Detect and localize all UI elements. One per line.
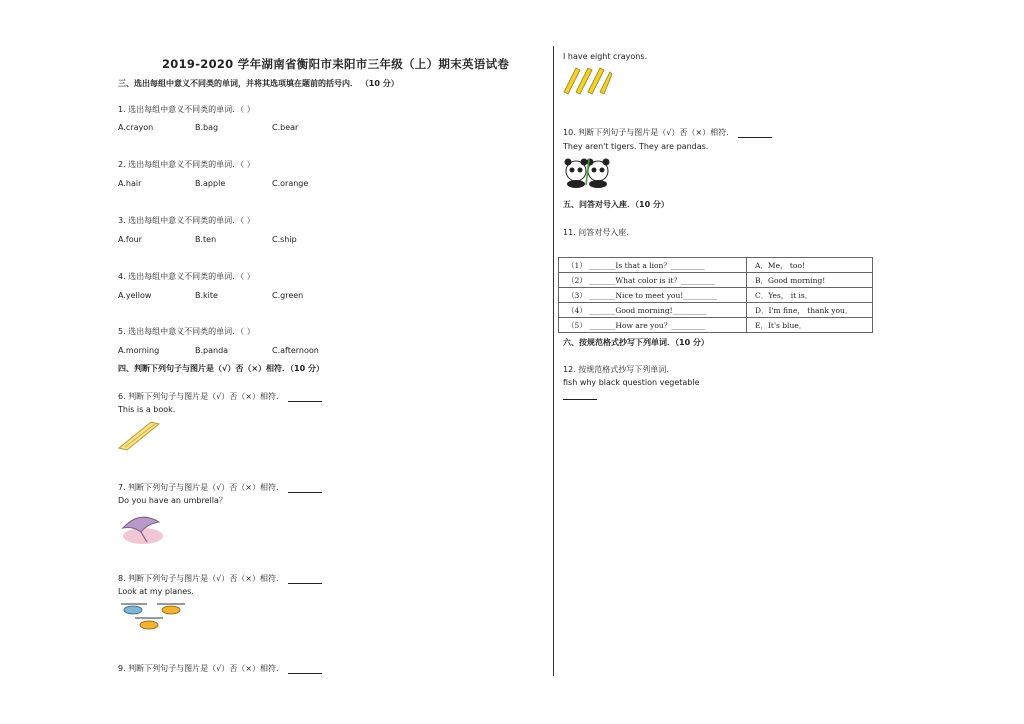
q1-option-b: B.bag xyxy=(195,123,219,132)
answer-blank[interactable] xyxy=(738,129,772,138)
q1-option-a: A.crayon xyxy=(118,123,154,132)
question-9-sentence: I have eight crayons. xyxy=(563,52,648,61)
column-divider xyxy=(553,46,554,676)
q4-option-a: A.yellow xyxy=(118,291,152,300)
q5-option-c: C.afternoon xyxy=(272,346,319,355)
answer-blank[interactable] xyxy=(288,575,322,584)
answer-cell: A．Me， too! xyxy=(747,258,873,273)
question-cell: （3） _______Nice to meet you!_________ xyxy=(559,288,747,303)
q2-option-c: C.orange xyxy=(272,179,309,188)
copy-words: fish why black question vegetable xyxy=(563,378,700,387)
question-11-prompt: 11. 问答对号入座． xyxy=(563,228,635,237)
section3-heading: 三、选出每组中意义不同类的单词，并将其选项填在题前的括号内． （10 分） xyxy=(118,79,399,88)
umbrella-image xyxy=(117,508,165,546)
table-row xyxy=(559,318,873,333)
q3-option-a: A.four xyxy=(118,235,142,244)
section4-heading: 四、判断下列句子与图片是（√）否（×）相符．（10 分） xyxy=(118,364,324,373)
question-cell: （2） _______What color is it？_________ xyxy=(559,273,747,288)
q2-option-b: B.apple xyxy=(195,179,226,188)
question-cell: （1） _______Is that a lion？_________ xyxy=(559,258,747,273)
question-3-prompt: 3. 选出每组中意义不同类的单词．（ ） xyxy=(118,216,255,225)
section6-heading: 六、按规范格式抄写下列单词．（10 分） xyxy=(563,338,709,347)
question-2-prompt: 2. 选出每组中意义不同类的单词．（ ） xyxy=(118,160,255,169)
q3-option-c: C.ship xyxy=(272,235,297,244)
table-row xyxy=(559,258,873,273)
question-6-sentence: This is a book. xyxy=(118,405,176,414)
table-row xyxy=(559,273,873,288)
question-4-prompt: 4. 选出每组中意义不同类的单词．（ ） xyxy=(118,272,255,281)
answer-cell: C．Yes， it is． xyxy=(747,288,873,303)
question-10-prompt: 10. 判断下列句子与图片是（√）否（×）相符． xyxy=(563,128,772,138)
question-cell: （5） _______How are you？_________ xyxy=(559,318,747,333)
answer-blank[interactable] xyxy=(288,484,322,493)
table-row xyxy=(559,303,873,318)
helicopters-image xyxy=(117,600,189,632)
q3-option-b: B.ten xyxy=(195,235,217,244)
question-5-prompt: 5. 选出每组中意义不同类的单词．（ ） xyxy=(118,327,255,336)
q5-option-a: A.morning xyxy=(118,346,160,355)
answer-cell: E．It's blue． xyxy=(747,318,873,333)
answer-blank[interactable] xyxy=(288,393,322,402)
question-7-sentence: Do you have an umbrella？ xyxy=(118,496,227,505)
answer-blank[interactable] xyxy=(288,665,322,674)
section5-heading: 五、问答对号入座．（10 分） xyxy=(563,200,669,209)
q4-option-c: C.green xyxy=(272,291,304,300)
question-9-prompt: 9. 判断下列句子与图片是（√）否（×）相符． xyxy=(118,664,322,674)
page-title: 2019-2020 学年湖南省衡阳市耒阳市三年级（上）期末英语试卷 xyxy=(162,57,510,71)
table-row xyxy=(559,288,873,303)
crayons-image xyxy=(562,64,612,98)
q5-option-b: B.panda xyxy=(195,346,229,355)
question-6-prompt: 6. 判断下列句子与图片是（√）否（×）相符． xyxy=(118,392,322,402)
question-12-prompt: 12. 按规范格式抄写下列单词． xyxy=(563,365,675,374)
question-8-sentence: Look at my planes. xyxy=(118,587,194,596)
question-8-prompt: 8. 判断下列句子与图片是（√）否（×）相符． xyxy=(118,574,322,584)
answer-cell: B．Good morning! xyxy=(747,273,873,288)
answer-cell: D．I'm fine， thank you． xyxy=(747,303,873,318)
question-10-sentence: They aren't tigers. They are pandas. xyxy=(563,142,709,151)
question-7-prompt: 7. 判断下列句子与图片是（√）否（×）相符． xyxy=(118,483,322,493)
answer-blank[interactable] xyxy=(563,399,597,400)
matching-table xyxy=(558,257,873,333)
q1-option-c: C.bear xyxy=(272,123,299,132)
q4-option-b: B.kite xyxy=(195,291,218,300)
question-cell: （4） _______Good morning!_________ xyxy=(559,303,747,318)
ruler-image xyxy=(117,420,161,452)
question-1-prompt: 1. 选出每组中意义不同类的单词．（ ） xyxy=(118,105,255,114)
pandas-image xyxy=(562,155,612,189)
q2-option-a: A.hair xyxy=(118,179,142,188)
